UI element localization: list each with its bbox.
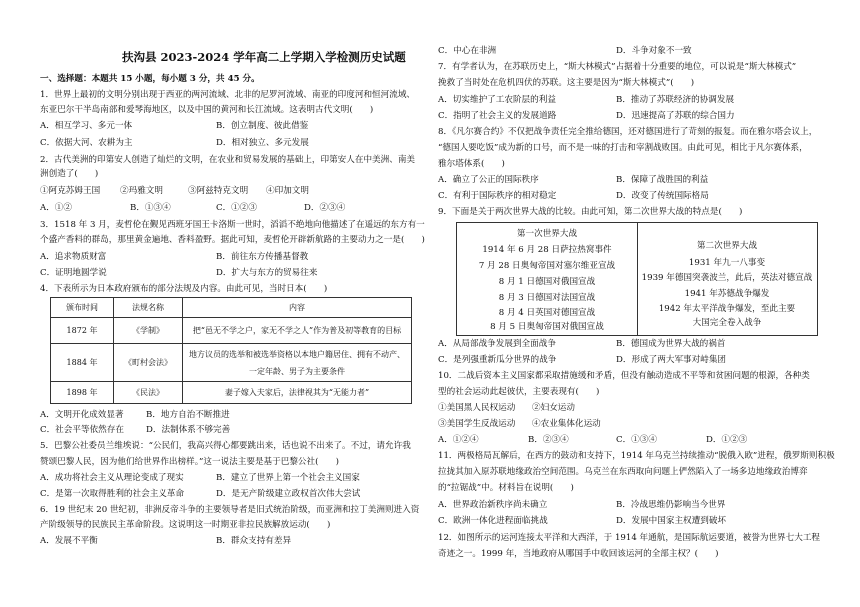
q5-option-b[interactable]: B．建立了世界上第一个社会主义国家 bbox=[216, 473, 360, 483]
table-cell-year: 1872 年 bbox=[51, 318, 114, 344]
q9-option-b[interactable]: B．德国成为世界大战的祸首 bbox=[616, 339, 726, 349]
ww2-event: 大国完全卷入战争 bbox=[692, 318, 762, 328]
q2-option-b[interactable]: B．①③④ bbox=[130, 203, 171, 213]
question-12-line-2: 奇迹之一。1999 年，当地政府从哪国手中收回该运河的全部主权？( ) bbox=[438, 549, 719, 559]
q10-option-a[interactable]: A．①②④ bbox=[438, 435, 479, 445]
question-12-line-1: 12．如图所示的运河连接太平洋和大西洋，于 1914 年通航，是国际航运要道，被誉为世界七大工程 bbox=[438, 533, 821, 543]
q10-item-3: ③美国学生反战运动 bbox=[438, 419, 516, 429]
table-cell-content-line: 地方议员的选举和被选举资格以本地户籍居住、拥有不动产、 bbox=[189, 349, 405, 359]
q10-option-d[interactable]: D．①②③ bbox=[706, 435, 748, 445]
q7-option-b[interactable]: B．推动了苏联经济的协调发展 bbox=[616, 95, 735, 105]
q4-option-b[interactable]: B．地方自治不断推进 bbox=[146, 410, 230, 420]
q7-option-c[interactable]: C．指明了社会主义的发展道路 bbox=[438, 111, 557, 121]
q2-item-1: ①阿克苏姆王国 bbox=[40, 186, 101, 196]
ww2-event: 1931 年九一八事变 bbox=[688, 258, 766, 268]
table-cell-year: 1884 年 bbox=[51, 344, 114, 382]
table-header-cell: 内容 bbox=[183, 298, 412, 318]
table-row bbox=[51, 344, 412, 382]
question-11-line-2: 拉拢其加入原苏联地缘政治空间范围。乌克兰在东西取向问题上俨然陷入了一场多边地缘政治博弈 bbox=[438, 467, 808, 477]
q4-option-c[interactable]: C．社会平等依然存在 bbox=[40, 425, 124, 435]
q7-option-d[interactable]: D．迅速提高了苏联的综合国力 bbox=[616, 111, 735, 121]
question-7-line-1: 7．有学者认为，在苏联历史上，“斯大林模式”占据着十分重要的地位，可以说是“斯大林模式” bbox=[438, 62, 797, 72]
table-cell-content: 妻子嫁入夫家后，法律视其为“无能力者” bbox=[183, 382, 412, 404]
q6-option-a[interactable]: A．发展不平衡 bbox=[40, 536, 98, 546]
war-comparison-table bbox=[456, 222, 818, 336]
question-3-line-2: 个盛产香料的群岛，那里黄金遍地、香料盈野。据此可知，麦哲伦开辟新航路的主要动力之一是( ) bbox=[40, 235, 425, 245]
q1-option-d[interactable]: D．相对独立、多元发展 bbox=[216, 138, 309, 148]
ww1-event: 8 月 1 日德国对俄国宣战 bbox=[498, 277, 596, 287]
q5-option-d[interactable]: D．是无产阶级建立政权首次伟大尝试 bbox=[216, 489, 361, 499]
q2-item-2: ②玛雅文明 bbox=[120, 186, 163, 196]
question-7-line-2: 挽救了当时处在危机四伏的苏联。这主要是因为“斯大林模式”( ) bbox=[438, 78, 695, 88]
question-1-line-1: 1．世界上最初的文明分别出现于西亚的两河流域、北非的尼罗河流域、南亚的印度河和恒河流域、 bbox=[40, 90, 416, 100]
q6-option-c[interactable]: C．中心在非洲 bbox=[438, 46, 497, 56]
table-cell-content-line: 一定年龄、男子为主要条件 bbox=[249, 366, 345, 376]
q4-option-d[interactable]: D．法制体系不够完善 bbox=[146, 425, 231, 435]
q11-option-d[interactable]: D．发展中国家主权遭到破坏 bbox=[616, 516, 727, 526]
q9-option-c[interactable]: C．是列强重新瓜分世界的战争 bbox=[438, 355, 557, 365]
question-5-line-2: 赞颂巴黎人民，因为他们给世界作出榜样。”这一说法主要是基于巴黎公社( ) bbox=[40, 457, 339, 467]
question-6-line-1: 6．19 世纪末 20 世纪初，非洲反帝斗争的主要领导者是旧式统治阶级，而亚洲和拉丁美洲则进入资 bbox=[40, 505, 420, 515]
question-11-line-3: 的“拉锯战”中。材料旨在说明( ) bbox=[438, 483, 574, 493]
q3-option-d[interactable]: D．扩大与东方的贸易往来 bbox=[216, 268, 318, 278]
q3-option-c[interactable]: C．证明地圆学说 bbox=[40, 268, 107, 278]
ww2-event: 1941 年苏德战争爆发 bbox=[684, 289, 770, 299]
q5-option-c[interactable]: C．是第一次取得胜利的社会主义革命 bbox=[40, 489, 185, 499]
ww2-heading: 第二次世界大战 bbox=[696, 241, 758, 251]
ww1-heading: 第一次世界大战 bbox=[516, 229, 578, 239]
q2-option-d[interactable]: D．②③④ bbox=[304, 203, 346, 213]
law-table bbox=[50, 297, 412, 404]
q11-option-b[interactable]: B．冷战思维仍影响当今世界 bbox=[616, 500, 726, 510]
question-10-line-2: 型的社会运动此起彼伏，主要表现有( ) bbox=[438, 387, 600, 397]
table-row bbox=[51, 382, 412, 404]
q2-item-4: ④印加文明 bbox=[266, 186, 309, 196]
q2-item-3: ③阿兹特克文明 bbox=[188, 186, 249, 196]
question-1-line-2: 东亚巴尔干半岛南部和爱琴海地区，以及中国的黄河和长江流域。这表明古代文明( ) bbox=[40, 105, 374, 115]
q8-option-c[interactable]: C．有利于国际秩序的相对稳定 bbox=[438, 191, 557, 201]
q1-option-a[interactable]: A．相互学习、多元一体 bbox=[40, 121, 133, 131]
table-cell-content bbox=[183, 344, 412, 382]
ww1-event: 7 月 28 日奥匈帝国对塞尔维亚宣战 bbox=[478, 261, 616, 271]
table-cell-law: 《民法》 bbox=[114, 382, 183, 404]
ww1-event: 8 月 5 日奥匈帝国对俄国宣战 bbox=[490, 322, 604, 332]
q1-option-b[interactable]: B．创立制度、彼此借鉴 bbox=[216, 121, 309, 131]
ww2-event: 1939 年德国突袭波兰，此后，英法对德宣战 bbox=[641, 273, 813, 283]
section-heading: 一、选择题：本题共 15 小题，每小题 3 分，共 45 分。 bbox=[40, 74, 260, 84]
question-3-line-1: 3．1518 年 3 月，麦哲伦在觐见西班牙国王卡洛斯一世时，滔滔不绝地向他描述了在遥远的东方有一 bbox=[40, 220, 425, 230]
q8-option-a[interactable]: A．确立了公正的国际秩序 bbox=[438, 175, 539, 185]
q10-option-b[interactable]: B．②③④ bbox=[528, 435, 569, 445]
q10-item-2: ②妇女运动 bbox=[532, 403, 575, 413]
q7-option-a[interactable]: A．切实维护了工农阶层的利益 bbox=[438, 95, 556, 105]
q11-option-a[interactable]: A．世界政治新秩序尚未确立 bbox=[438, 500, 548, 510]
question-8-line-2: “德国人要吃饭”成为新的口号，而不是一味的打击和宰割战败国。由此可见，相比于凡尔赛体系， bbox=[438, 143, 808, 153]
table-header-cell: 法规名称 bbox=[114, 298, 183, 318]
q9-option-d[interactable]: D．形成了两大军事对峙集团 bbox=[616, 355, 727, 365]
ww2-event: 1942 年太平洋战争爆发，至此主要 bbox=[658, 304, 796, 314]
table-cell-content: 把“邑无不学之户，家无不学之人”作为普及初等教育的目标 bbox=[183, 318, 412, 344]
table-cell-law: 《町村会法》 bbox=[114, 344, 183, 382]
table-row bbox=[51, 318, 412, 344]
question-10-line-1: 10．二战后资本主义国家都采取措施缓和矛盾，但没有触动造成不平等和贫困问题的根源，各种类 bbox=[438, 371, 810, 381]
exam-title: 扶沟县 2023-2024 学年高二上学期入学检测历史试题 bbox=[122, 50, 406, 64]
question-2-line-1: 2．古代美洲的印第安人创造了灿烂的文明，在农业和贸易发展的基础上，印第安人在中美洲、南美 bbox=[40, 155, 416, 165]
question-8-line-3: 雅尔塔体系( ) bbox=[438, 159, 505, 169]
q3-option-a[interactable]: A．追求物质财富 bbox=[40, 252, 107, 262]
q10-item-4: ④农业集体化运动 bbox=[532, 419, 601, 429]
ww1-event: 1914 年 6 月 28 日萨拉热窝事件 bbox=[482, 245, 612, 255]
q10-option-c[interactable]: C．①③④ bbox=[616, 435, 657, 445]
q5-option-a[interactable]: A．成功将社会主义从理论变成了现实 bbox=[40, 473, 184, 483]
question-4-line-1: 4．下表所示为日本政府颁布的部分法规及内容。由此可见，当时日本( ) bbox=[40, 284, 328, 294]
question-6-line-2: 产阶级领导的民族民主革命阶段。这说明这一时期亚非拉民族解放运动( ) bbox=[40, 520, 331, 530]
q2-option-c[interactable]: C．①②③ bbox=[216, 203, 257, 213]
q6-option-b[interactable]: B．群众支持有差异 bbox=[216, 536, 292, 546]
table-header-row bbox=[51, 298, 412, 318]
q1-option-c[interactable]: C．依据大河、农耕为主 bbox=[40, 138, 133, 148]
table-header-cell: 颁布时间 bbox=[51, 298, 114, 318]
table-cell-law: 《学制》 bbox=[114, 318, 183, 344]
ww1-event: 8 月 3 日德国对法国宣战 bbox=[498, 293, 596, 303]
q3-option-b[interactable]: B．前往东方传播基督教 bbox=[216, 252, 309, 262]
q6-option-d[interactable]: D．斗争对象不一致 bbox=[616, 46, 692, 56]
table-cell-year: 1898 年 bbox=[51, 382, 114, 404]
q8-option-d[interactable]: D．改变了传统国际格局 bbox=[616, 191, 709, 201]
question-8-line-1: 8．《凡尔赛合约》不仅把战争责任完全推给德国，还对德国进行了苛刻的报复。而在雅尔塔会议上， bbox=[438, 127, 818, 137]
q4-option-a[interactable]: A．文明开化成效显著 bbox=[40, 410, 124, 420]
q10-item-1: ①美国黑人民权运动 bbox=[438, 403, 516, 413]
q2-option-a[interactable]: A．①② bbox=[40, 203, 72, 213]
q9-option-a[interactable]: A．从局部战争发展到全面战争 bbox=[438, 339, 556, 349]
question-5-line-1: 5．巴黎公社委员兰维埃说：“公民们，我高兴得心都要跳出来，话也说不出来了。不过，请允许我 bbox=[40, 441, 411, 451]
q11-option-c[interactable]: C．欧洲一体化进程面临挑战 bbox=[438, 516, 548, 526]
question-11-line-1: 11．两极格局瓦解后，在西方的鼓动和支持下，1914 年乌克兰持续推动“脱俄入欧”进程，俄罗斯则积极 bbox=[438, 451, 835, 461]
ww1-event: 8 月 4 日英国对德国宣战 bbox=[498, 308, 596, 318]
q8-option-b[interactable]: B．保障了战胜国的利益 bbox=[616, 175, 709, 185]
question-2-line-2: 洲创造了( ) bbox=[40, 169, 99, 179]
question-9-line-1: 9．下面是关于两次世界大战的比较。由此可知，第二次世界大战的特点是( ) bbox=[438, 207, 743, 217]
